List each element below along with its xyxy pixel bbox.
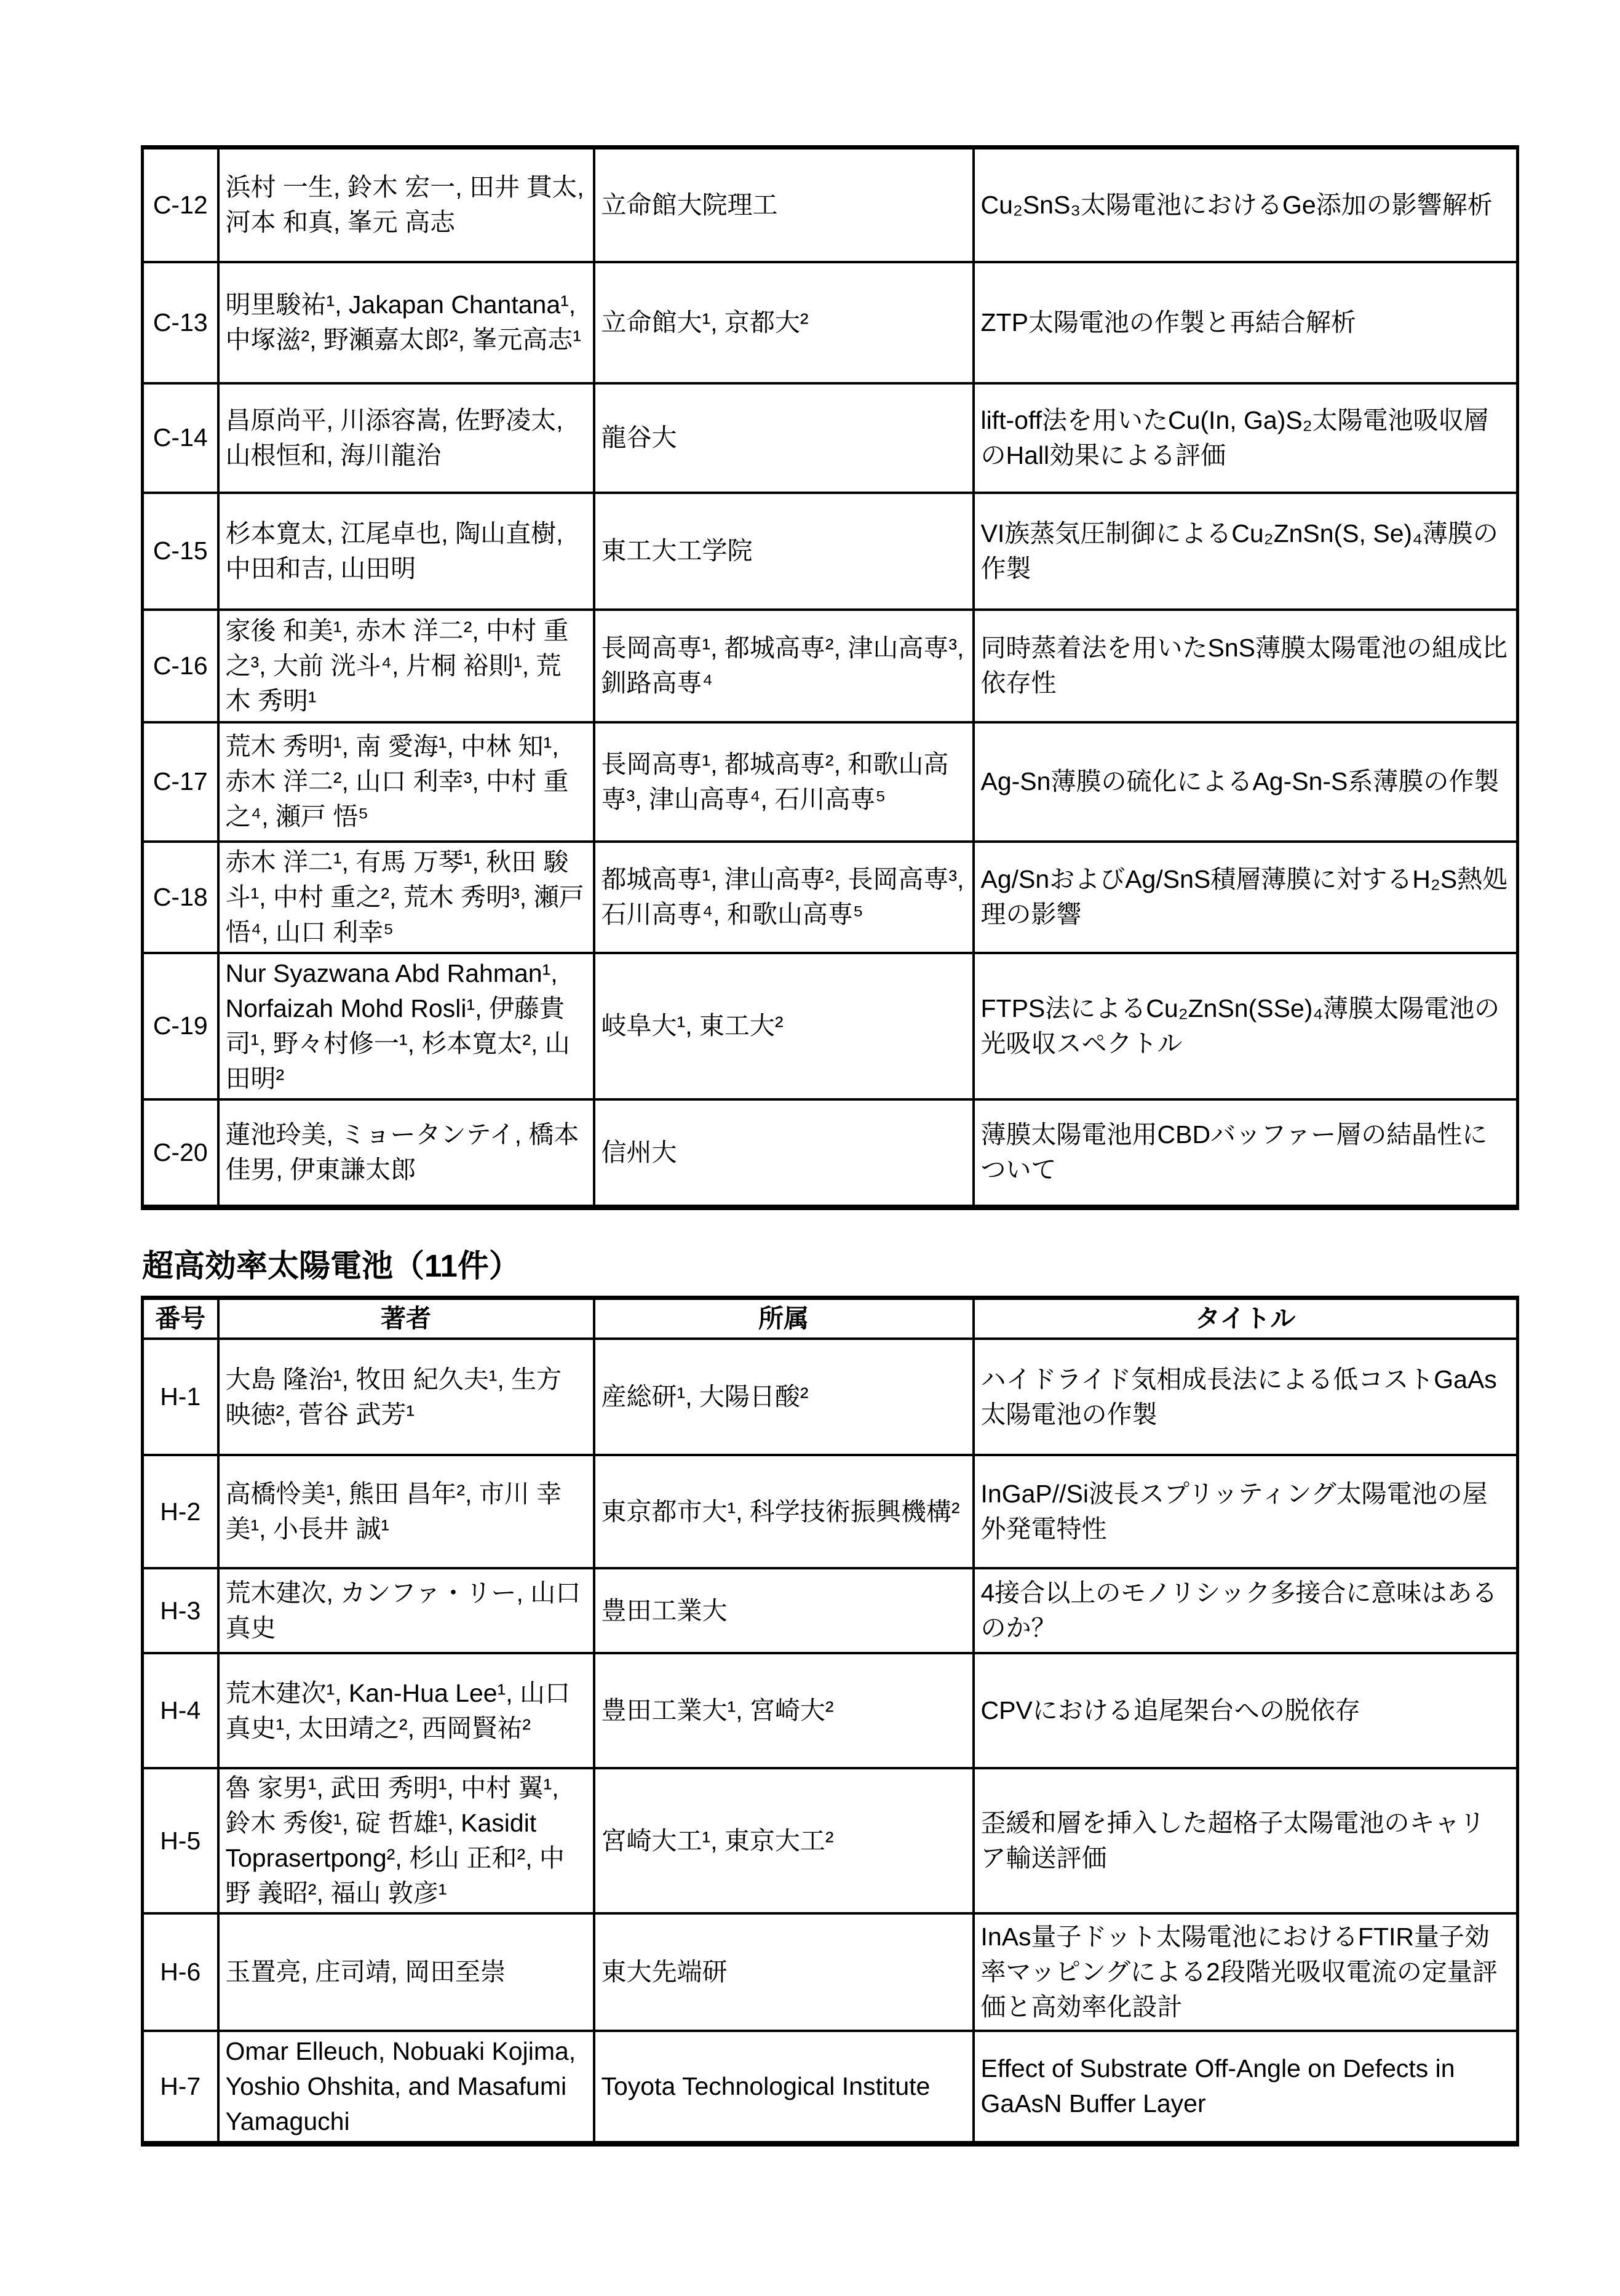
table-row [143,1455,1518,1568]
table-row [143,1339,1518,1455]
title-cell: 歪緩和層を挿入した超格子太陽電池のキャリア輸送評価 [974,1768,1518,1913]
title-cell: Effect of Substrate Off-Angle on Defects in GaAsN Buffer Layer [974,2031,1518,2143]
presentations-table-c [141,145,1519,1210]
title-cell: Cu₂SnS₃太陽電池におけるGe添加の影響解析 [974,148,1518,262]
title-cell: 薄膜太陽電池用CBDバッファー層の結晶性について [974,1099,1518,1208]
presentation-id-cell: H-2 [143,1455,218,1568]
authors-cell: 赤木 洋二¹, 有馬 万琴¹, 秋田 駿斗¹, 中村 重之², 荒木 秀明³, 瀬戸 悟⁴, 山口 利幸⁵ [218,842,594,953]
table-row [143,262,1518,383]
table-row [143,1768,1518,1913]
table-row [143,2031,1518,2143]
title-cell: lift-off法を用いたCu(In, Ga)S₂太陽電池吸収層のHall効果による評価 [974,383,1518,493]
authors-cell: 魯 家男¹, 武田 秀明¹, 中村 翼¹, 鈴木 秀俊¹, 碇 哲雄¹, Kasidit Toprasertpong², 杉山 正和², 中野 義昭², 福山 敦彦¹ [218,1768,594,1913]
presentation-id-cell: C-19 [143,953,218,1099]
presentation-id-cell: C-16 [143,610,218,722]
presentation-id-cell: C-15 [143,493,218,610]
affiliation-cell: 立命館大院理工 [594,148,974,262]
title-cell: Ag/SnおよびAg/SnS積層薄膜に対するH₂S熱処理の影響 [974,842,1518,953]
title-cell: ハイドライド気相成長法による低コストGaAs太陽電池の作製 [974,1339,1518,1455]
table-row [143,1653,1518,1768]
affiliation-cell: 東京都市大¹, 科学技術振興機構² [594,1455,974,1568]
title-cell: VI族蒸気圧制御によるCu₂ZnSn(S, Se)₄薄膜の作製 [974,493,1518,610]
authors-cell: 明里駿祐¹, Jakapan Chantana¹, 中塚滋², 野瀬嘉太郎², 峯元高志¹ [218,262,594,383]
authors-cell: 杉本寛太, 江尾卓也, 陶山直樹, 中田和吉, 山田明 [218,493,594,610]
affiliation-cell: 東大先端研 [594,1913,974,2031]
authors-cell: Omar Elleuch, Nobuaki Kojima, Yoshio Ohshita, and Masafumi Yamaguchi [218,2031,594,2143]
table-row [143,722,1518,842]
table-row [143,953,1518,1099]
affiliation-cell: 立命館大¹, 京都大² [594,262,974,383]
title-cell: InGaP//Si波長スプリッティング太陽電池の屋外発電特性 [974,1455,1518,1568]
affiliation-cell: 豊田工業大¹, 宮崎大² [594,1653,974,1768]
section-heading: 超高効率太陽電池（11件） [142,1248,520,1283]
table-row [143,1568,1518,1653]
authors-cell: 家後 和美¹, 赤木 洋二², 中村 重之³, 大前 洸斗⁴, 片桐 裕則¹, 荒木 秀明¹ [218,610,594,722]
authors-cell: 玉置亮, 庄司靖, 岡田至崇 [218,1913,594,2031]
authors-cell: 荒木建次¹, Kan-Hua Lee¹, 山口真史¹, 太田靖之², 西岡賢祐² [218,1653,594,1768]
authors-cell: 蓮池玲美, ミョータンテイ, 橋本佳男, 伊東謙太郎 [218,1099,594,1208]
authors-cell: 浜村 一生, 鈴木 宏一, 田井 貫太, 河本 和真, 峯元 高志 [218,148,594,262]
presentation-id-cell: H-4 [143,1653,218,1768]
affiliation-cell: Toyota Technological Institute [594,2031,974,2143]
title-cell: InAs量子ドット太陽電池におけるFTIR量子効率マッピングによる2段階光吸収電流の定量評価と高効率化設計 [974,1913,1518,2031]
presentation-id-cell: H-1 [143,1339,218,1455]
title-cell: FTPS法によるCu₂ZnSn(SSe)₄薄膜太陽電池の光吸収スペクトル [974,953,1518,1099]
presentation-id-cell: C-18 [143,842,218,953]
affiliation-cell: 都城高専¹, 津山高専², 長岡高専³, 石川高専⁴, 和歌山高専⁵ [594,842,974,953]
table-row [143,148,1518,262]
affiliation-cell: 東工大工学院 [594,493,974,610]
table-row [143,842,1518,953]
affiliation-cell: 産総研¹, 大陽日酸² [594,1339,974,1455]
table-row [143,610,1518,722]
title-cell: 同時蒸着法を用いたSnS薄膜太陽電池の組成比依存性 [974,610,1518,722]
authors-cell: Nur Syazwana Abd Rahman¹, Norfaizah Mohd Rosli¹, 伊藤貴司¹, 野々村修一¹, 杉本寛太², 山田明² [218,953,594,1099]
affiliation-cell: 岐阜大¹, 東工大² [594,953,974,1099]
table-row [143,1099,1518,1208]
affiliation-cell: 信州大 [594,1099,974,1208]
presentation-id-cell: H-7 [143,2031,218,2143]
table-row [143,383,1518,493]
presentations-table-h [141,1296,1519,2147]
title-cell: Ag-Sn薄膜の硫化によるAg-Sn-S系薄膜の作製 [974,722,1518,842]
authors-cell: 荒木 秀明¹, 南 愛海¹, 中林 知¹, 赤木 洋二², 山口 利幸³, 中村 重之⁴, 瀬戸 悟⁵ [218,722,594,842]
affiliation-cell: 長岡高専¹, 都城高専², 津山高専³, 釧路高専⁴ [594,610,974,722]
column-header-affiliation: 所属 [594,1298,974,1339]
table-row [143,1913,1518,2031]
authors-cell: 大島 隆治¹, 牧田 紀久夫¹, 生方 映徳², 菅谷 武芳¹ [218,1339,594,1455]
column-header-no: 番号 [143,1298,218,1339]
column-header-title: タイトル [974,1298,1518,1339]
title-cell: 4接合以上のモノリシック多接合に意味はあるのか？ [974,1568,1518,1653]
affiliation-cell: 長岡高専¹, 都城高専², 和歌山高専³, 津山高専⁴, 石川高専⁵ [594,722,974,842]
authors-cell: 荒木建次, カンファ・リー, 山口真史 [218,1568,594,1653]
table-header-row [143,1298,1518,1339]
presentation-id-cell: H-3 [143,1568,218,1653]
table-row [143,493,1518,610]
presentation-id-cell: C-13 [143,262,218,383]
authors-cell: 高橋怜美¹, 熊田 昌年², 市川 幸美¹, 小長井 誠¹ [218,1455,594,1568]
column-header-authors: 著者 [218,1298,594,1339]
presentation-id-cell: H-5 [143,1768,218,1913]
affiliation-cell: 龍谷大 [594,383,974,493]
presentation-id-cell: C-20 [143,1099,218,1208]
presentation-id-cell: C-12 [143,148,218,262]
affiliation-cell: 豊田工業大 [594,1568,974,1653]
authors-cell: 昌原尚平, 川添容嵩, 佐野凌太, 山根恒和, 海川龍治 [218,383,594,493]
presentation-id-cell: C-14 [143,383,218,493]
presentation-id-cell: C-17 [143,722,218,842]
affiliation-cell: 宮崎大工¹, 東京大工² [594,1768,974,1913]
presentation-id-cell: H-6 [143,1913,218,2031]
title-cell: CPVにおける追尾架台への脱依存 [974,1653,1518,1768]
title-cell: ZTP太陽電池の作製と再結合解析 [974,262,1518,383]
